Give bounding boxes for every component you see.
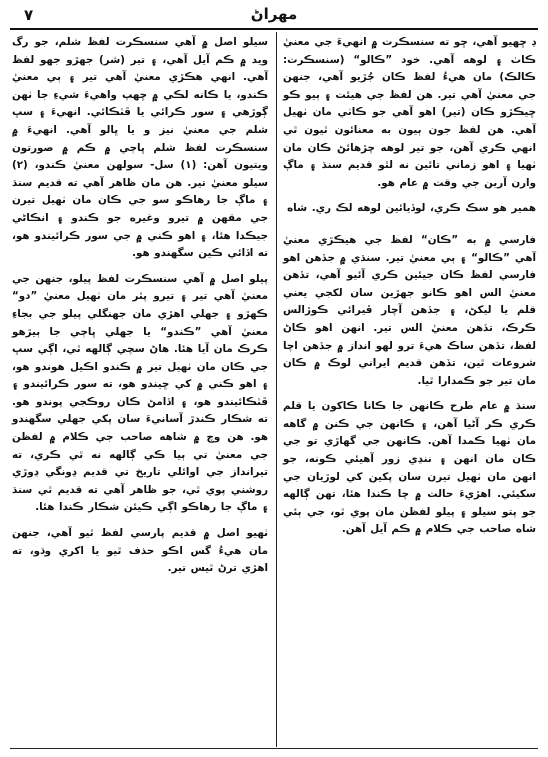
paragraph: سنڌ ۾ عام طرح ڪانهن جا ڪانا ڪاکون يا قلم ڪري ڪر آڻيا آهن، ۽ ڪانهن جي ڪنن ۾ گاهه مان ٺهيا ڪمدا آهن. ڪانهن جي گهاڙي تو جي ڪان مان انهن ۽ ننڍي زور آهيئي ڪونه، جو انهن مان ٺهيل تيرن سان پکين کي لوڙيان جي سکيئي. اهڙيءَ حالت ۾ چا ڪندا هئا، تهن ڳالهه جو پتو سيلو ۽ پيلو لفظن مان پوي ٿو، جي ٻئي شاه صاحب جي ڪلام ۾ ڪم آيل آهن. bbox=[283, 400, 536, 536]
paragraph: فارسي ۾ به ”ڪان“ لفظ جي هيڪڙي معنيٰ آهي ”ڪالو“ ۽ ٻي معنيٰ تير. سنڌي ۾ جڏهن اهو فارسي لفظ ڪان جيئين ڪري آئيو آهي، تڏهن معنيٰ الس اهو ڪانو جهڙين سان لکجي يعني قلم يا ليکڻ، ۽ جڏهن آچار ڦيرائي ڪوڙالس ڪرڪ، تڏهن معنيٰ الس تير. انهن اهو ڪاڻ لفظ، تڏهن ساڪ هيءَ ترو لهو انداز ۾ جڏهن اچا شروعات ٿين، تڏهن قديم ايراني لوڪ ۾ ڪان مان تير جو ڪمدارا ٿيا. bbox=[283, 233, 536, 387]
left-column bbox=[12, 34, 268, 578]
page-number: ٧ bbox=[24, 6, 34, 24]
paragraph: ڍ ڇهيو آهي، ڇو ته سنسڪرت ۾ انهيءَ جي معنيٰ ڪاٺ ۽ لوهه آهي. خود ”ڪالو“ (سنسڪرت: ڪالڪ) مان هيءُ لفظ ڪان جُڙيو آهي، جنهن جي معنيٰ آهي تير. هن لفظ جي هيئت ۽ ٻيو ڪو ڇيڪڙو ڪان (تير) اهو آهي جو ڪاٺي مان ٺهيل آهي. هن لفظ جون ٻيون به معنائون ٿيون ٿي انهي ڪري آهن، جو تير لوهه چڙهائڻ ڪان مان ٺهيا ۽ اهو زماني تائين نه لٿو قديم سنڌ ۽ ماڳ وارن آرين جي وقت ۾ عام هو. bbox=[283, 36, 536, 189]
poetry-quote: همير هو سڪ ڪري، لوڏيائين لوهه لڪ ري. شاه bbox=[287, 202, 536, 215]
header-rule bbox=[10, 28, 538, 30]
footer-rule bbox=[10, 748, 538, 749]
paragraph: پيلو اصل ۾ آهي سنسڪرت لفظ پيلو، جنهن جي معنيٰ آهي تير ۽ تيرو پٿر مان ٺهيل معنيٰ ”دو“ ڪهڙو ۽ جهلي اهڙي مان جهنگلي پيلو جي بجاءِ معنيٰ آهي ”ڪندو“ يا جهلي ڀاڄي جا ٻيڙهو ڪرڪ مان آيا هئا. هاڻ سچي ڳالهه ٿي، اڳي سڀ جي ڪان مان ٺهيل تير ۾ ڪندو اڪيل هوندو هو، ۽ اهو ڪني ۾ کي ڇيندو هو، ته سور ڪرائيندو ۽ ڦٽڪائيندو هو، ۽ اڏامڻ ڪان روڪجي پوندو هو. ته شڪار ڪندڙ آسانيءَ سان پکي جهلي سگهندو هو. هن وچ ۾ شاهه صاحب جي ڪلام ۾ لفظن جي معنيٰ تي ٻيا ڪي ڳالهه نه ٿي ڪري، ته تيرانداز جي اوائلي تاريخ تي قديم ڍونگي ڍوڙي روشني پوي ٿي، جو ظاهر آهي ته قديم ٿي سنڌ ۽ ماڳ جا رهاڪو اڳي ڪيئن شڪار ڪندا هئا. bbox=[12, 272, 268, 514]
page-header bbox=[14, 4, 534, 28]
paragraph: ٺهيو اصل ۾ قديم پارسي لفظ ٿيو آهي، جنهن مان هيءُ گس اڪو حذف ٿيو يا اکري وڌو، ته اهڙي ترڻ ٿيس تير. bbox=[12, 527, 268, 575]
page-title: مهراڻ bbox=[250, 5, 298, 23]
column-divider bbox=[276, 32, 277, 747]
paragraph: سيلو اصل ۾ آهي سنسڪرت لفظ شلم، جو رگ ويد ۾ ڪم آيل آهي، ۽ تير (شر) جهڙو جهو لفظ آهي. انهي هڪڙي معنيٰ آهي تير ۽ ٻي معنيٰ ڪندو، يا ڪانه لڪي ۾ ڇهپ واهيءَ شيءِ جا ٺهن ڳوڙهي ۽ سور ڪرائي يا ڦٽڪائي. انهيءَ ۽ سڀ شلم جي معنيٰ نيز و يا ڀالو آهي. انهيءَ ۾ سنسڪرت لفظ شلم ڀاڄي ۾ ڪم ۾ صورتون ويتيون آهن: (١) سل- سولهن معنيٰ ڪندو، (٢) سيلو معنيٰ تير. هن مان ظاهر آهي ته قديم سنڌ ۽ ماڳ جا رهاڪو سو جي ڪان مان ٺهيل تيرن جي مقهن ۾ تيرو وغيره جو ڪندو ۽ انڪاڻي جيڪدا هئا، ۽ اهو ڪني ۾ جي سور ڪرائيندو هو، ته اڏائي ڪين سگهندو هو. bbox=[12, 36, 268, 260]
right-column bbox=[283, 34, 536, 539]
